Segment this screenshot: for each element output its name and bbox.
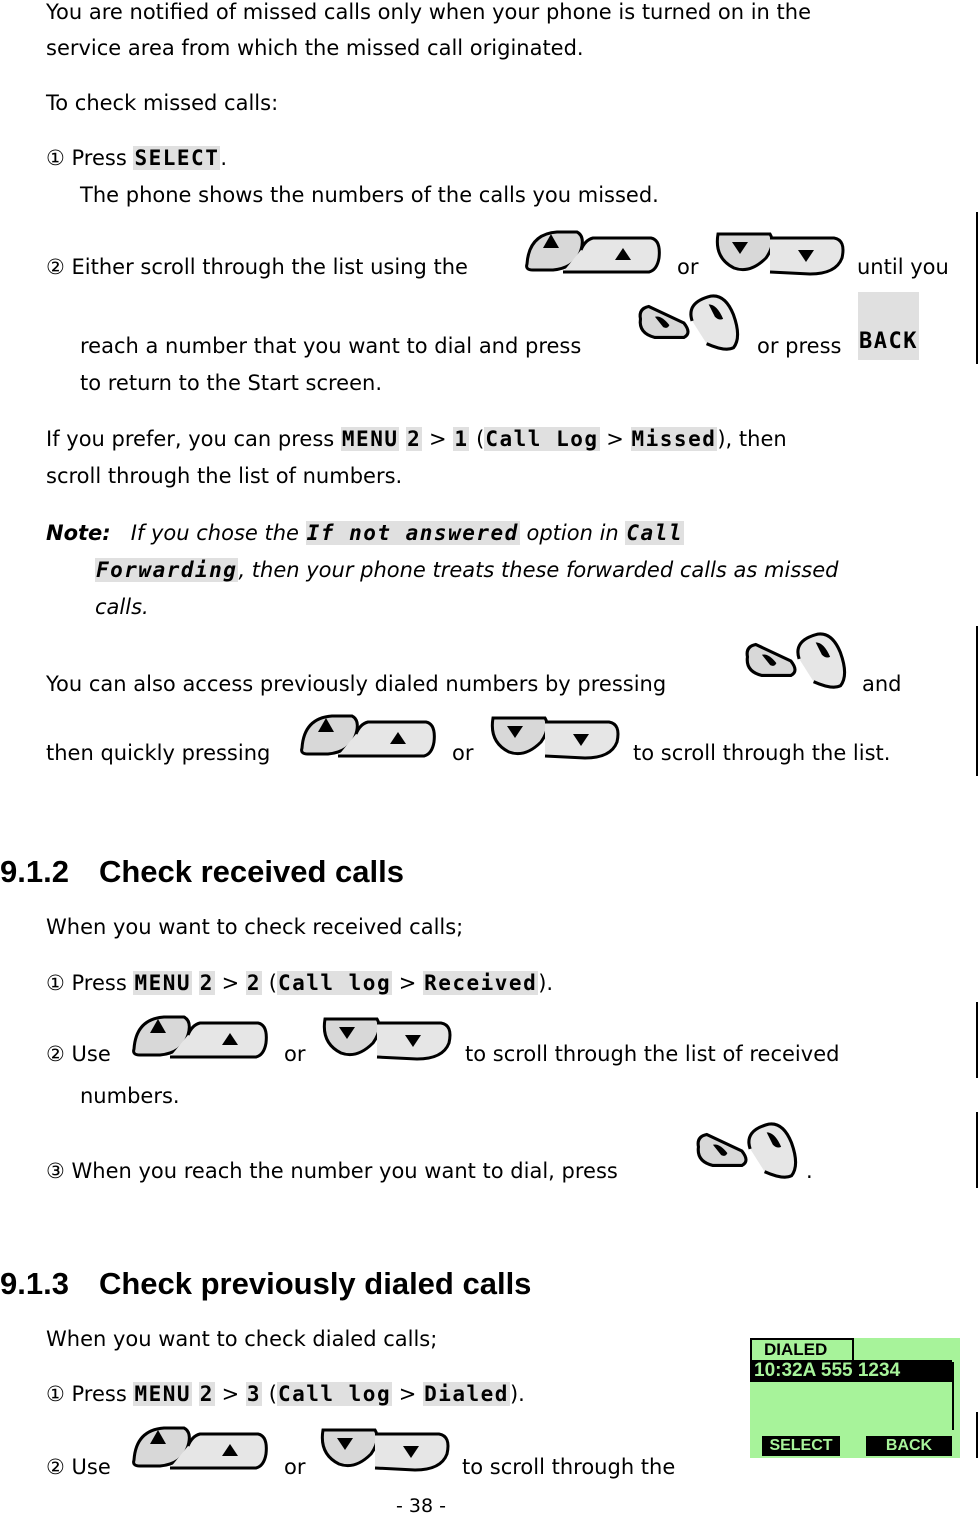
change-bar [976,1412,978,1458]
missed-step-1: ① Press SELECT. [46,146,228,170]
down-arrow-key-icon [317,1013,459,1061]
screen-entry-row: 10:32A 555 1234 [750,1360,952,1382]
down-arrow-key-icon [485,712,627,760]
phone-screen-dialed [750,1338,960,1458]
step-number: ① [46,146,65,170]
missed-step-2-line-1: ② Either scroll through the list using the [46,255,468,279]
screen-scrollbar [952,1362,958,1430]
up-arrow-key-icon [130,1424,272,1472]
send-call-key-icon [686,1120,806,1182]
note-label: Note: [46,521,111,545]
up-arrow-key-icon [298,712,440,760]
section-heading-9-1-2: 9.1.2 Check received calls [0,854,404,889]
received-step-1: ① Press MENU 2 > 2 (Call log > Received). [46,971,554,995]
intro-line-1: You are notified of missed calls only when your phone is turned on in the [46,0,811,24]
page-number: - 38 - [396,1495,446,1517]
down-arrow-key-icon [315,1424,457,1472]
section-heading-9-1-3: 9.1.3 Check previously dialed calls [0,1266,532,1301]
up-arrow-key-icon [523,228,665,276]
intro-line-2: service area from which the missed call originated. [46,36,584,60]
change-bar [976,626,978,776]
change-bar [976,212,978,364]
down-arrow-key-icon [710,228,852,276]
check-missed-heading: To check missed calls: [46,91,279,115]
screen-tab-label: DIALED [750,1338,854,1360]
missed-step-1-detail: The phone shows the numbers of the calls you missed. [80,183,659,207]
send-call-key-icon [628,292,748,354]
up-arrow-key-icon [130,1013,272,1061]
note-block: Note: If you chose the If not answered option in Call [46,521,683,545]
change-bar [976,1002,978,1078]
screen-soft-select: SELECT [762,1436,840,1456]
change-bar [976,1112,978,1188]
send-call-key-icon [735,630,855,692]
menu-shortcut-missed: If you prefer, you can press MENU 2 > 1 (Call Log > Missed), then [46,427,787,451]
screen-soft-back: BACK [866,1436,952,1456]
select-key-label: SELECT [134,146,220,170]
back-key-label: BACK [858,292,919,360]
dialed-step-1: ① Press MENU 2 > 3 (Call log > Dialed). [46,1382,525,1406]
